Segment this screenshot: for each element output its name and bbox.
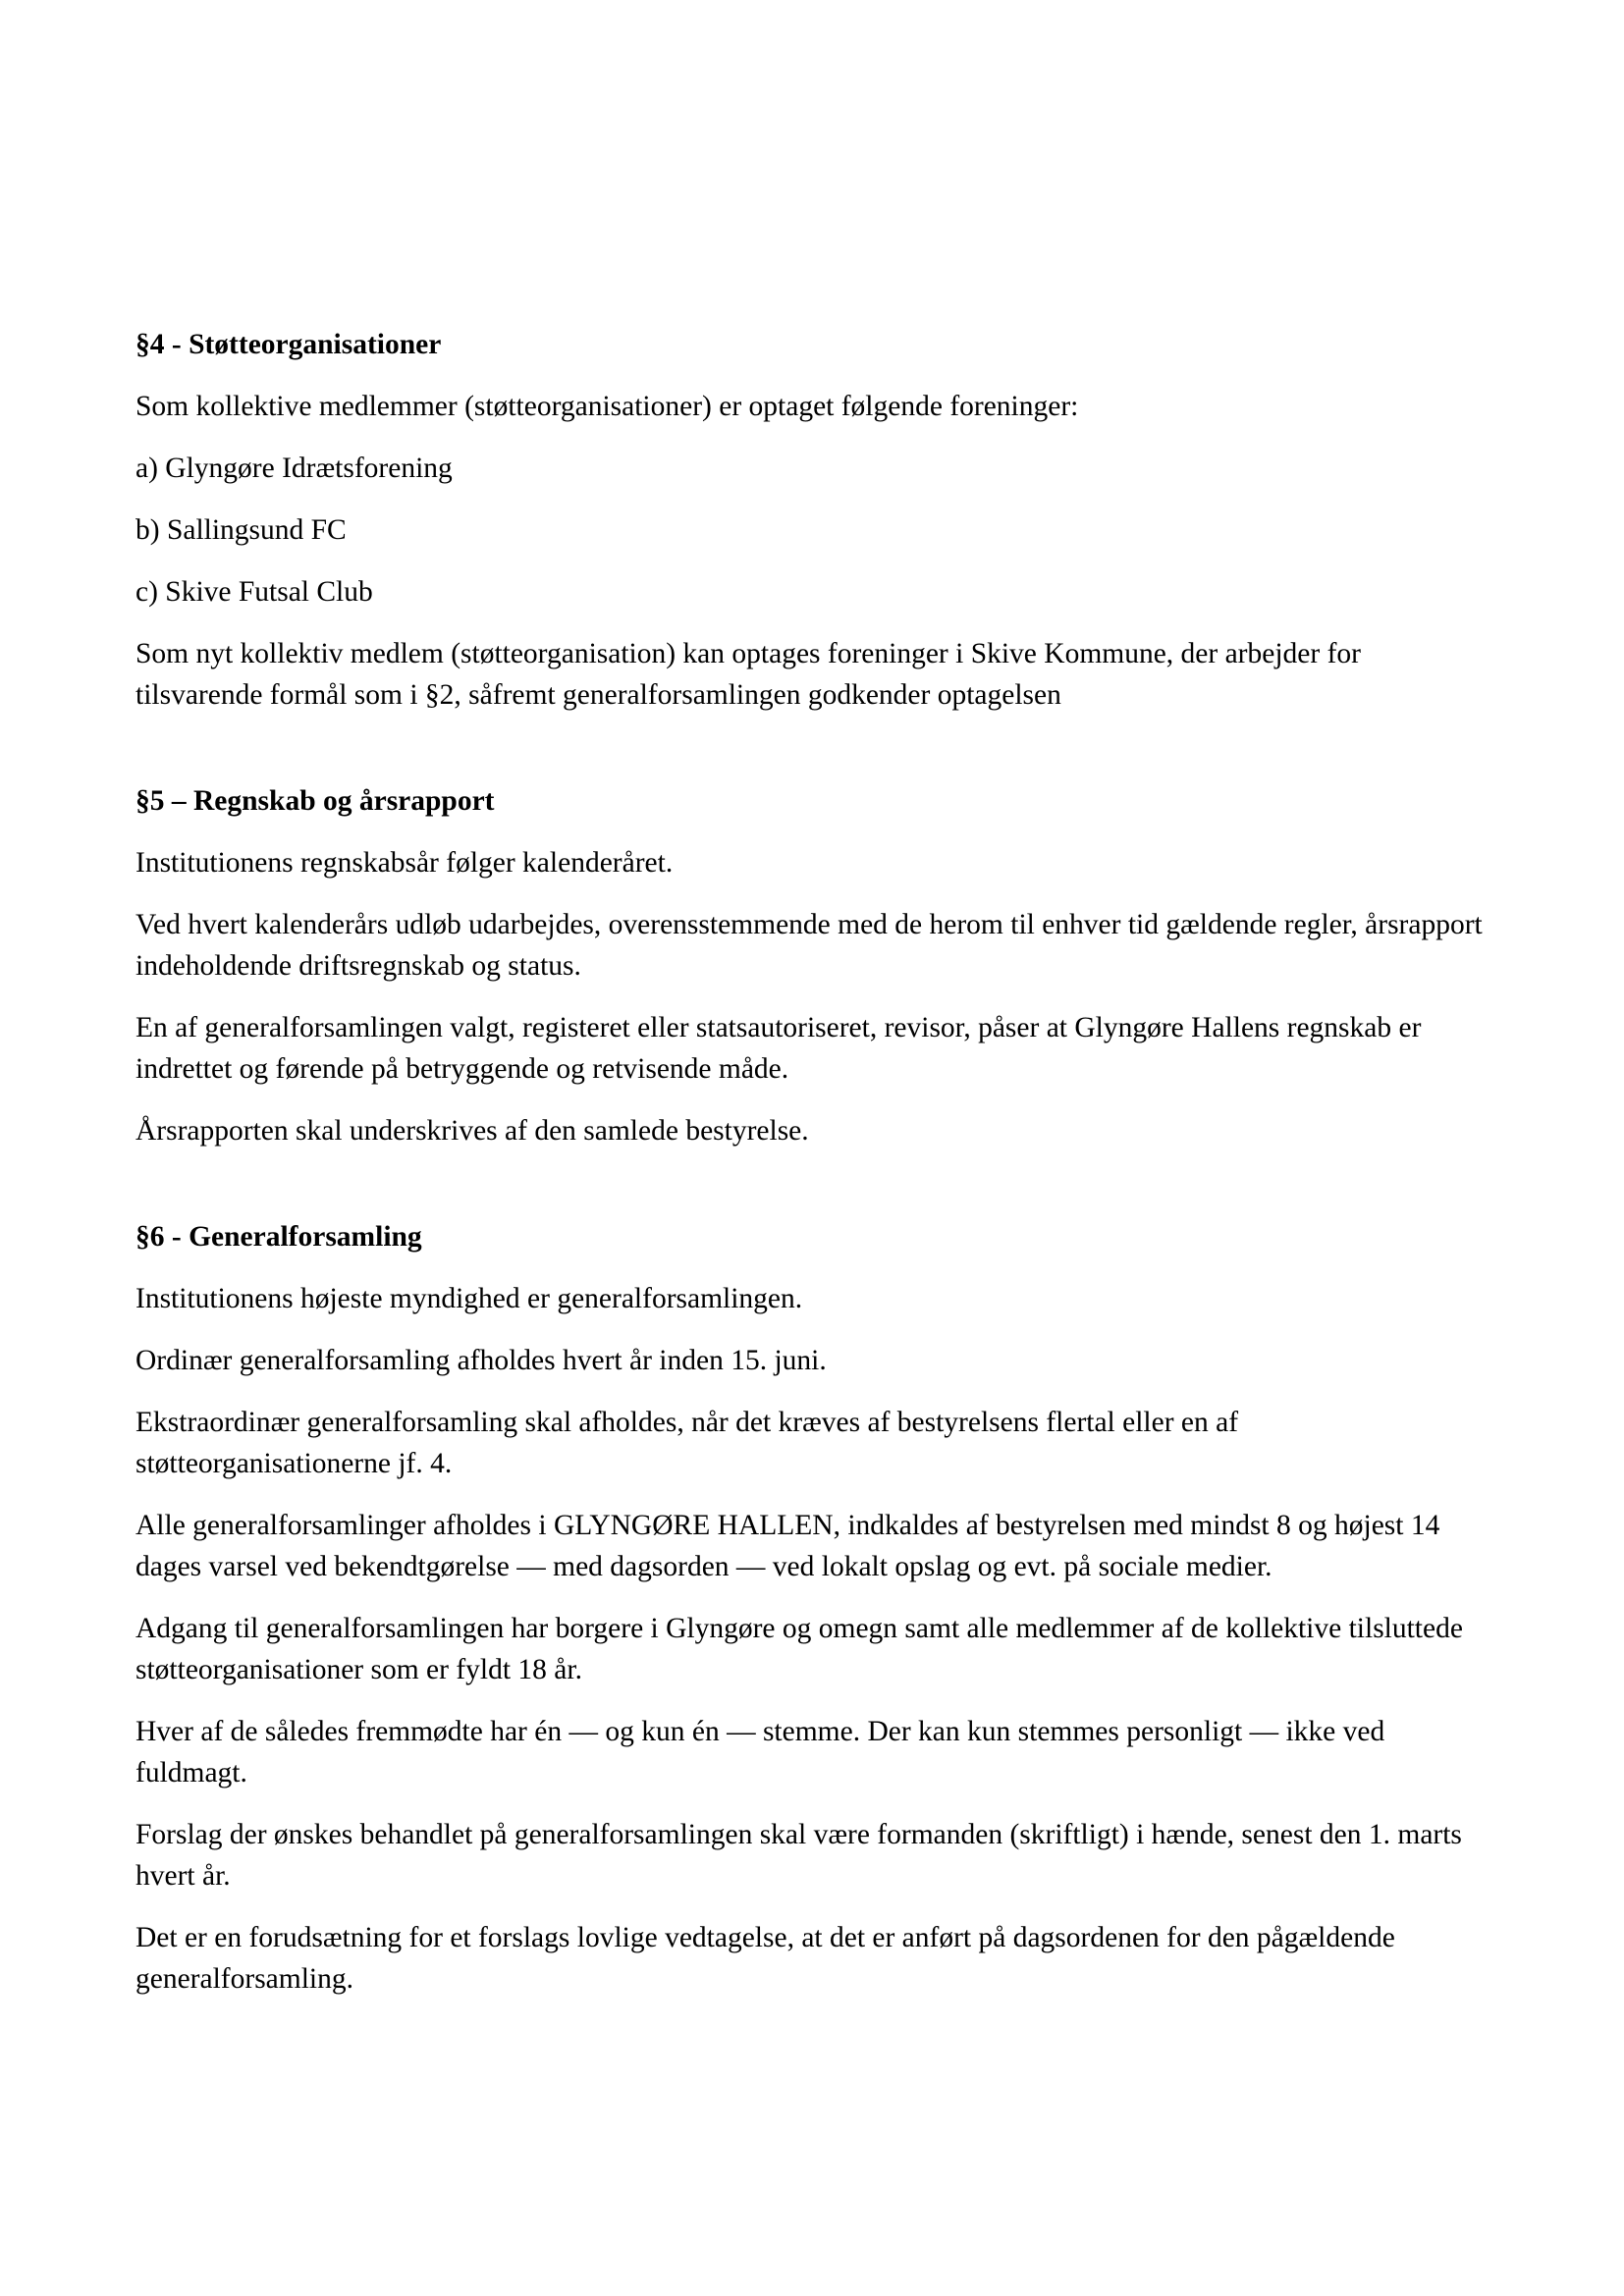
section-4 — [135, 324, 1490, 716]
section-5 — [135, 780, 1490, 1151]
paragraph: Som nyt kollektiv medlem (støtteorganisation) kan optages foreninger i Skive Kommune, der arbejder for tilsvarende formål som i §2, såfremt generalforsamlingen godkender optagelsen — [135, 638, 1361, 711]
paragraph: Adgang til generalforsamlingen har borgere i Glyngøre og omegn samt alle medlemmer af de kollektive tilsluttede støtteorganisationer som er fyldt 18 år. — [135, 1613, 1463, 1685]
paragraph: Alle generalforsamlinger afholdes i GLYNGØRE HALLEN, indkaldes af bestyrelsen med mindst 8 og højest 14 dages varsel ved bekendtgørelse — med dagsorden — ved lokalt opslag og evt. på sociale medier. — [135, 1510, 1440, 1582]
paragraph: Forslag der ønskes behandlet på generalforsamlingen skal være formanden (skriftligt) i hænde, senest den 1. marts hvert år. — [135, 1819, 1462, 1892]
section-heading: §5 – Regnskab og årsrapport — [135, 785, 495, 817]
section-6 — [135, 1216, 1490, 2000]
paragraph: Ved hvert kalenderårs udløb udarbejdes, overensstemmende med de herom til enhver tid gældende regler, årsrapport indeholdende driftsregnskab og status. — [135, 909, 1483, 982]
paragraph: Hver af de således fremmødte har én — og kun én — stemme. Der kan kun stemmes personligt — ikke ved fuldmagt. — [135, 1716, 1385, 1789]
list-item: a) Glyngøre Idrætsforening — [135, 453, 453, 484]
list-item: c) Skive Futsal Club — [135, 576, 373, 608]
paragraph: Ordinær generalforsamling afholdes hvert år inden 15. juni. — [135, 1345, 827, 1376]
paragraph: Det er en forudsætning for et forslags lovlige vedtagelse, at det er anført på dagsordenen for den pågældende generalforsamling. — [135, 1922, 1395, 1995]
section-heading: §4 - Støtteorganisationer — [135, 329, 442, 360]
paragraph: Institutionens højeste myndighed er generalforsamlingen. — [135, 1283, 803, 1314]
paragraph: Årsrapporten skal underskrives af den samlede bestyrelse. — [135, 1115, 809, 1147]
section-heading: §6 - Generalforsamling — [135, 1221, 422, 1253]
paragraph: En af generalforsamlingen valgt, registeret eller statsautoriseret, revisor, påser at Glyngøre Hallens regnskab er indrettet og førende på betryggende og retvisende måde. — [135, 1012, 1422, 1085]
list-item: b) Sallingsund FC — [135, 514, 347, 546]
document-page — [135, 324, 1490, 2020]
paragraph: Som kollektive medlemmer (støtteorganisationer) er optaget følgende foreninger: — [135, 391, 1079, 422]
paragraph: Institutionens regnskabsår følger kalenderåret. — [135, 847, 674, 879]
paragraph: Ekstraordinær generalforsamling skal afholdes, når det kræves af bestyrelsens flertal eller en af støtteorganisationerne jf. 4. — [135, 1407, 1239, 1479]
